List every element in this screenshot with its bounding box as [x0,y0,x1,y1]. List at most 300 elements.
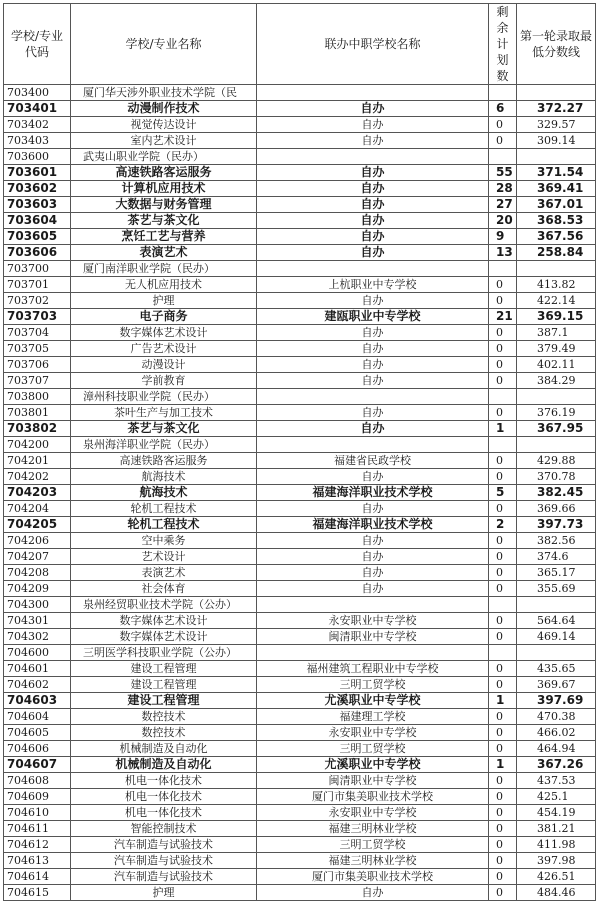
cell-remaining: 0 [489,469,517,485]
cell-partner: 厦门市集美职业技术学校 [257,789,489,805]
cell-remaining: 20 [489,213,517,229]
cell-partner [257,645,489,661]
table-row [4,517,596,533]
cell-partner: 自办 [257,341,489,357]
table-header-row [4,4,596,85]
cell-code: 703601 [4,165,71,181]
cell-code: 703703 [4,309,71,325]
school-row [4,261,596,277]
cell-code: 703403 [4,133,71,149]
cell-remaining: 0 [489,405,517,421]
cell-code: 704203 [4,485,71,501]
cell-code: 703602 [4,181,71,197]
cell-score: 429.88 [517,453,596,469]
cell-score: 426.51 [517,869,596,885]
cell-score: 413.82 [517,277,596,293]
table-row [4,821,596,837]
cell-partner: 尤溪职业中专学校 [257,693,489,709]
header-partner: 联办中职学校名称 [257,4,489,85]
cell-remaining: 0 [489,533,517,549]
cell-name: 数字媒体艺术设计 [71,613,257,629]
cell-score [517,597,596,613]
cell-partner: 闽清职业中专学校 [257,629,489,645]
cell-score: 369.41 [517,181,596,197]
cell-code: 703802 [4,421,71,437]
cell-remaining: 1 [489,693,517,709]
cell-partner [257,389,489,405]
cell-code: 704208 [4,565,71,581]
cell-partner: 永安职业中专学校 [257,725,489,741]
cell-code: 704302 [4,629,71,645]
cell-score: 369.15 [517,309,596,325]
cell-code: 704604 [4,709,71,725]
cell-remaining: 0 [489,453,517,469]
cell-name: 动漫制作技术 [71,101,257,117]
cell-code: 703800 [4,389,71,405]
table-row [4,229,596,245]
cell-school-name: 三明医学科技职业学院（公办） [71,645,257,661]
cell-score: 387.1 [517,325,596,341]
cell-score: 258.84 [517,245,596,261]
table-row [4,549,596,565]
cell-partner: 上杭职业中专学校 [257,277,489,293]
table-row [4,133,596,149]
cell-remaining: 0 [489,613,517,629]
cell-remaining [489,149,517,165]
cell-school-name: 武夷山职业学院（民办） [71,149,257,165]
school-row [4,645,596,661]
cell-name: 艺术设计 [71,549,257,565]
cell-code: 703604 [4,213,71,229]
table-row [4,293,596,309]
cell-name: 计算机应用技术 [71,181,257,197]
cell-score: 367.01 [517,197,596,213]
table-row [4,213,596,229]
cell-name: 数字媒体艺术设计 [71,629,257,645]
cell-score: 564.64 [517,613,596,629]
table-row [4,837,596,853]
cell-code: 704614 [4,869,71,885]
cell-name: 电子商务 [71,309,257,325]
header-remaining: 剩余计划数 [489,4,517,85]
cell-remaining: 0 [489,677,517,693]
cell-name: 表演艺术 [71,565,257,581]
cell-code: 704608 [4,773,71,789]
cell-name: 广告艺术设计 [71,341,257,357]
header-score: 第一轮录取最低分数线 [517,4,596,85]
cell-code: 704209 [4,581,71,597]
cell-name: 数控技术 [71,709,257,725]
cell-code: 703707 [4,373,71,389]
table-row [4,181,596,197]
cell-partner: 自办 [257,581,489,597]
table-row [4,101,596,117]
cell-partner: 自办 [257,293,489,309]
cell-score: 379.49 [517,341,596,357]
cell-school-name: 泉州经贸职业技术学院（公办） [71,597,257,613]
table-row [4,341,596,357]
cell-partner: 自办 [257,101,489,117]
cell-remaining: 0 [489,341,517,357]
cell-partner [257,261,489,277]
cell-score: 402.11 [517,357,596,373]
table-row [4,757,596,773]
table-row [4,693,596,709]
cell-name: 表演艺术 [71,245,257,261]
cell-remaining: 0 [489,805,517,821]
cell-remaining: 1 [489,757,517,773]
cell-partner: 自办 [257,405,489,421]
cell-remaining [489,437,517,453]
cell-partner: 自办 [257,373,489,389]
header-code: 学校/专业代码 [4,4,71,85]
cell-code: 704605 [4,725,71,741]
cell-score: 367.56 [517,229,596,245]
table-row [4,469,596,485]
cell-code: 703704 [4,325,71,341]
cell-partner [257,85,489,101]
table-row [4,165,596,181]
table-row [4,533,596,549]
cell-partner: 三明工贸学校 [257,837,489,853]
cell-partner: 自办 [257,181,489,197]
cell-code: 703801 [4,405,71,421]
cell-code: 704607 [4,757,71,773]
cell-score: 365.17 [517,565,596,581]
cell-code: 704206 [4,533,71,549]
table-row [4,741,596,757]
header-name: 学校/专业名称 [71,4,257,85]
cell-name: 无人机应用技术 [71,277,257,293]
cell-partner: 闽清职业中专学校 [257,773,489,789]
cell-score: 397.98 [517,853,596,869]
table-row [4,373,596,389]
cell-code: 703706 [4,357,71,373]
cell-partner: 自办 [257,133,489,149]
table-row [4,421,596,437]
cell-name: 建设工程管理 [71,693,257,709]
table-row [4,773,596,789]
cell-remaining: 2 [489,517,517,533]
table-row [4,453,596,469]
cell-remaining: 0 [489,773,517,789]
school-row [4,389,596,405]
cell-remaining: 9 [489,229,517,245]
cell-partner [257,597,489,613]
cell-remaining: 0 [489,869,517,885]
cell-code: 703700 [4,261,71,277]
cell-score: 425.1 [517,789,596,805]
cell-name: 室内艺术设计 [71,133,257,149]
cell-partner: 福建海洋职业技术学校 [257,517,489,533]
cell-partner: 自办 [257,565,489,581]
table-row [4,853,596,869]
cell-name: 建设工程管理 [71,677,257,693]
cell-code: 704615 [4,885,71,901]
table-row [4,885,596,901]
cell-partner: 自办 [257,117,489,133]
cell-score: 484.46 [517,885,596,901]
cell-remaining: 55 [489,165,517,181]
cell-partner: 福建三明林业学校 [257,853,489,869]
cell-partner: 自办 [257,549,489,565]
school-row [4,149,596,165]
table-row [4,709,596,725]
cell-partner: 自办 [257,357,489,373]
cell-code: 704610 [4,805,71,821]
table-row [4,581,596,597]
cell-remaining: 0 [489,549,517,565]
cell-remaining [489,645,517,661]
cell-name: 汽车制造与试验技术 [71,853,257,869]
cell-code: 703705 [4,341,71,357]
cell-remaining: 0 [489,725,517,741]
cell-name: 航海技术 [71,469,257,485]
cell-partner: 三明工贸学校 [257,677,489,693]
cell-name: 汽车制造与试验技术 [71,837,257,853]
table-row [4,501,596,517]
cell-remaining: 0 [489,293,517,309]
cell-remaining: 1 [489,421,517,437]
cell-name: 动漫设计 [71,357,257,373]
cell-partner [257,149,489,165]
cell-code: 703600 [4,149,71,165]
cell-code: 704603 [4,693,71,709]
cell-remaining: 27 [489,197,517,213]
cell-score: 367.26 [517,757,596,773]
cell-partner: 自办 [257,533,489,549]
cell-remaining: 13 [489,245,517,261]
cell-name: 智能控制技术 [71,821,257,837]
cell-remaining: 0 [489,821,517,837]
cell-score: 309.14 [517,133,596,149]
cell-score [517,389,596,405]
cell-score: 470.38 [517,709,596,725]
cell-name: 数控技术 [71,725,257,741]
cell-score: 397.73 [517,517,596,533]
cell-code: 704601 [4,661,71,677]
cell-score: 437.53 [517,773,596,789]
school-row [4,437,596,453]
cell-name: 烹饪工艺与营养 [71,229,257,245]
cell-name: 社会体育 [71,581,257,597]
cell-name: 建设工程管理 [71,661,257,677]
cell-score: 369.67 [517,677,596,693]
cell-partner: 厦门市集美职业技术学校 [257,869,489,885]
table-row [4,677,596,693]
cell-score: 376.19 [517,405,596,421]
cell-remaining: 28 [489,181,517,197]
cell-partner: 建瓯职业中专学校 [257,309,489,325]
cell-partner: 三明工贸学校 [257,741,489,757]
cell-name: 轮机工程技术 [71,517,257,533]
table-row [4,405,596,421]
cell-school-name: 泉州海洋职业学院（民办） [71,437,257,453]
table-row [4,805,596,821]
cell-remaining: 0 [489,565,517,581]
cell-name: 机械制造及自动化 [71,757,257,773]
cell-remaining: 21 [489,309,517,325]
cell-remaining: 0 [489,629,517,645]
cell-code: 704609 [4,789,71,805]
cell-score: 369.66 [517,501,596,517]
cell-name: 机电一体化技术 [71,789,257,805]
cell-name: 大数据与财务管理 [71,197,257,213]
cell-name: 机电一体化技术 [71,805,257,821]
cell-partner: 福建海洋职业技术学校 [257,485,489,501]
cell-remaining [489,597,517,613]
cell-school-name: 漳州科技职业学院（民办） [71,389,257,405]
cell-score [517,261,596,277]
cell-school-name: 厦门南洋职业学院（民办） [71,261,257,277]
cell-code: 703702 [4,293,71,309]
cell-score: 422.14 [517,293,596,309]
table-row [4,485,596,501]
cell-score: 374.6 [517,549,596,565]
cell-name: 护理 [71,885,257,901]
cell-partner: 自办 [257,245,489,261]
school-row [4,597,596,613]
cell-code: 703401 [4,101,71,117]
cell-score: 411.98 [517,837,596,853]
table-row [4,613,596,629]
admission-table [3,3,596,901]
cell-code: 704611 [4,821,71,837]
cell-score: 469.14 [517,629,596,645]
cell-score: 372.27 [517,101,596,117]
cell-school-name: 厦门华天涉外职业技术学院（民 [71,85,257,101]
table-row [4,325,596,341]
cell-partner: 自办 [257,197,489,213]
table-row [4,277,596,293]
cell-score: 466.02 [517,725,596,741]
cell-partner: 福州建筑工程职业中专学校 [257,661,489,677]
cell-partner: 尤溪职业中专学校 [257,757,489,773]
cell-code: 704600 [4,645,71,661]
cell-name: 数字媒体艺术设计 [71,325,257,341]
cell-code: 704200 [4,437,71,453]
cell-remaining: 0 [489,789,517,805]
cell-score: 355.69 [517,581,596,597]
table-row [4,245,596,261]
cell-remaining: 0 [489,133,517,149]
cell-code: 704606 [4,741,71,757]
cell-remaining [489,85,517,101]
cell-score: 371.54 [517,165,596,181]
admission-table-sheet [3,3,596,901]
table-row [4,869,596,885]
cell-remaining: 0 [489,357,517,373]
cell-score: 454.19 [517,805,596,821]
cell-partner: 福建理工学校 [257,709,489,725]
cell-code: 703606 [4,245,71,261]
table-row [4,117,596,133]
cell-code: 704602 [4,677,71,693]
cell-name: 高速铁路客运服务 [71,165,257,181]
cell-remaining: 5 [489,485,517,501]
cell-code: 704301 [4,613,71,629]
table-row [4,661,596,677]
cell-code: 703603 [4,197,71,213]
cell-remaining: 0 [489,837,517,853]
cell-score [517,437,596,453]
cell-name: 机械制造及自动化 [71,741,257,757]
school-row [4,85,596,101]
cell-name: 视觉传达设计 [71,117,257,133]
cell-remaining: 0 [489,117,517,133]
cell-score: 397.69 [517,693,596,709]
cell-remaining [489,261,517,277]
cell-remaining: 0 [489,741,517,757]
cell-partner: 永安职业中专学校 [257,613,489,629]
cell-name: 高速铁路客运服务 [71,453,257,469]
cell-partner: 福建省民政学校 [257,453,489,469]
cell-remaining: 0 [489,325,517,341]
cell-name: 空中乘务 [71,533,257,549]
table-row [4,357,596,373]
cell-code: 703402 [4,117,71,133]
cell-score [517,85,596,101]
cell-name: 汽车制造与试验技术 [71,869,257,885]
cell-code: 704204 [4,501,71,517]
cell-remaining: 0 [489,661,517,677]
cell-name: 护理 [71,293,257,309]
cell-partner [257,437,489,453]
cell-code: 703605 [4,229,71,245]
cell-partner: 自办 [257,165,489,181]
cell-partner: 自办 [257,469,489,485]
cell-score: 381.21 [517,821,596,837]
cell-code: 704205 [4,517,71,533]
cell-code: 704201 [4,453,71,469]
cell-remaining: 0 [489,885,517,901]
cell-partner: 永安职业中专学校 [257,805,489,821]
cell-score: 435.65 [517,661,596,677]
cell-partner: 福建三明林业学校 [257,821,489,837]
cell-code: 704202 [4,469,71,485]
cell-code: 704207 [4,549,71,565]
cell-remaining: 6 [489,101,517,117]
cell-code: 703701 [4,277,71,293]
cell-score: 382.45 [517,485,596,501]
table-row [4,197,596,213]
cell-score: 370.78 [517,469,596,485]
table-row [4,309,596,325]
cell-remaining: 0 [489,581,517,597]
cell-name: 茶叶生产与加工技术 [71,405,257,421]
cell-code: 704613 [4,853,71,869]
cell-partner: 自办 [257,229,489,245]
cell-code: 704612 [4,837,71,853]
cell-name: 学前教育 [71,373,257,389]
cell-score: 382.56 [517,533,596,549]
cell-name: 机电一体化技术 [71,773,257,789]
cell-partner: 自办 [257,501,489,517]
cell-name: 轮机工程技术 [71,501,257,517]
cell-partner: 自办 [257,421,489,437]
cell-name: 茶艺与茶文化 [71,213,257,229]
cell-remaining [489,389,517,405]
table-row [4,789,596,805]
cell-score: 329.57 [517,117,596,133]
cell-code: 704300 [4,597,71,613]
table-row [4,565,596,581]
cell-score [517,149,596,165]
cell-remaining: 0 [489,853,517,869]
cell-name: 茶艺与茶文化 [71,421,257,437]
table-row [4,725,596,741]
cell-score: 368.53 [517,213,596,229]
